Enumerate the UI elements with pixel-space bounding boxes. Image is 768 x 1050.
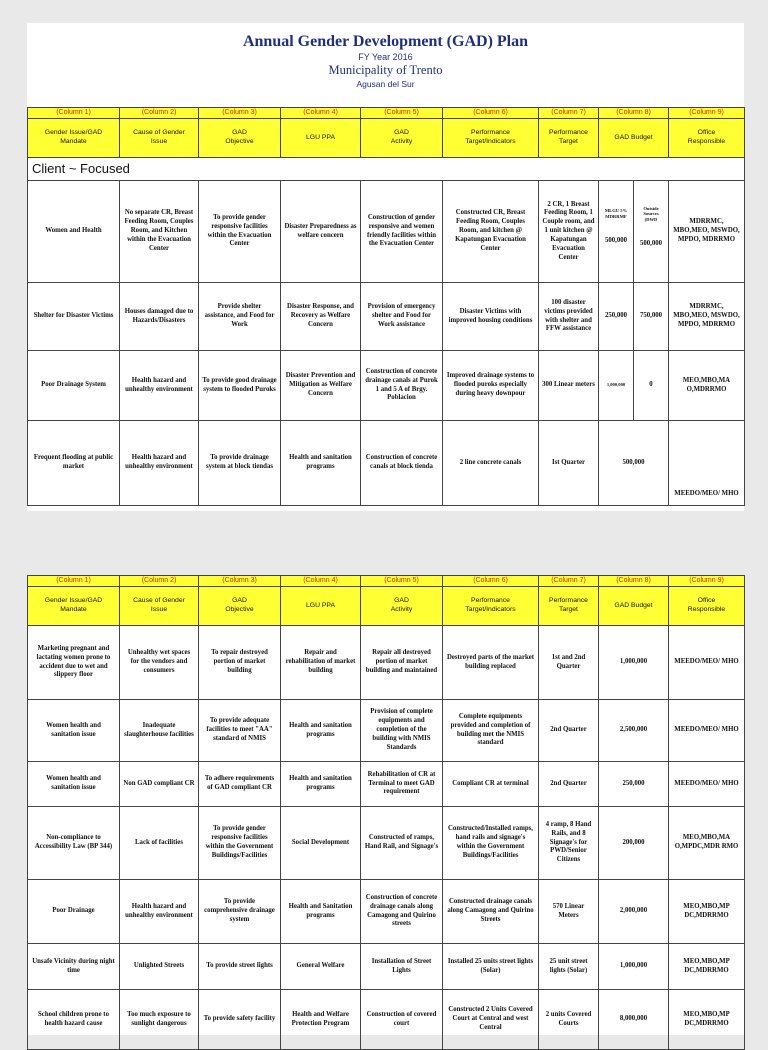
gad-budget-cell: 2,500,000 (599, 700, 669, 762)
office-cell: MDRRMC, MBO,MEO, MSWDO, MPDO, MDRRMO (669, 181, 745, 283)
section-row (28, 158, 745, 181)
cause-cell: Health hazard and unhealthy environment (120, 880, 199, 944)
gender-issue-cell: Women health and sanitation issue (28, 700, 120, 762)
column-header-line: Target/Indicators (465, 138, 516, 145)
column-header (120, 119, 199, 158)
column-header-line: Issue (150, 606, 168, 613)
column-header (669, 587, 745, 626)
budget-value: 0 (649, 381, 653, 389)
indicators-cell: Installed 25 units street lights (Solar) (443, 944, 539, 990)
column-header (539, 119, 599, 158)
gender-issue-cell: Unsafe Vicinity during night time (28, 944, 120, 990)
indicators-cell: Compliant CR at terminal (443, 762, 539, 807)
column-number-row (28, 108, 745, 119)
budget-value: 750,000 (639, 312, 663, 320)
column-header-line: Objective (225, 138, 254, 145)
lgu-ppa-cell: General Welfare (281, 944, 361, 990)
plan-sheet-1 (27, 23, 744, 511)
lgu-ppa-cell: Repair and rehabilitation of market building (281, 626, 361, 700)
column-header (669, 119, 745, 158)
target-cell: 2nd Quarter (539, 762, 599, 807)
objective-cell: To provide drainage system at block tiendas (199, 421, 281, 506)
gender-issue-cell: Poor Drainage System (28, 351, 120, 421)
objective-cell: To provide gender responsive facilities within the Government Buildings/Facilities (199, 807, 281, 880)
column-header-line: Office (697, 129, 716, 137)
objective-cell: Provide shelter assistance, and Food for Work (199, 283, 281, 351)
lgu-ppa-cell: Health and sanitation programs (281, 421, 361, 506)
column-header-line: Performance (549, 129, 588, 137)
office-cell: MEO,MBO,MA O,MPDC,MDR RMO (669, 807, 745, 880)
column-header-row (28, 587, 745, 626)
gad-budget-cell: 500,000 (599, 421, 669, 506)
cause-cell: Lack of facilities (120, 807, 199, 880)
column-number: (Column 8) (599, 108, 669, 119)
column-header-line: Target/Indicators (465, 606, 516, 613)
column-number: (Column 4) (281, 576, 361, 587)
column-number: (Column 1) (28, 576, 120, 587)
column-header (281, 119, 361, 158)
indicators-cell: Constructed CR, Breast Feeding Room, Couples Room, and kitchen @ Kapatungan Evacuation Center (443, 181, 539, 283)
objective-cell: To provide safety facility (199, 990, 281, 1050)
column-header-line: Target (559, 606, 578, 613)
column-number: (Column 8) (599, 576, 669, 587)
cause-cell: Unhealthy wet spaces for the vendors and consumers (120, 626, 199, 700)
indicators-cell: Constructed drainage canals along Camagong and Quirino Streets (443, 880, 539, 944)
table-row (28, 700, 745, 762)
column-header-line: Objective (225, 606, 254, 613)
cause-cell: Non GAD compliant CR (120, 762, 199, 807)
table-row (28, 421, 745, 506)
target-cell: 300 Linear meters (539, 351, 599, 421)
office-cell: MEEDO/MEO/ MHO (669, 762, 745, 807)
column-header (361, 587, 443, 626)
indicators-cell: Disaster Victims with improved housing conditions (443, 283, 539, 351)
activity-cell: Repair all destroyed portion of market building and maintained (361, 626, 443, 700)
column-number: (Column 4) (281, 108, 361, 119)
budget-mlgu-subheader: MLGU 5% MDRRMF (604, 208, 628, 219)
table-row (28, 880, 745, 944)
column-header-line: Gender Issue/GAD (44, 129, 103, 137)
column-number-row (28, 576, 745, 587)
column-number: (Column 7) (539, 576, 599, 587)
budget-mlgu-cell (599, 351, 634, 421)
budget-value: 500,000 (604, 237, 628, 244)
activity-cell: Provision of emergency shelter and Food for Work assistance (361, 283, 443, 351)
table-row (28, 283, 745, 351)
column-header-line: Responsible (687, 606, 726, 613)
office-cell: MEO,MBO,MP DC,MDRRMO (669, 990, 745, 1050)
lgu-ppa-cell: Health and sanitation programs (281, 762, 361, 807)
budget-value: 1,000,000 (606, 382, 626, 388)
column-number: (Column 6) (443, 108, 539, 119)
activity-cell: Construction of covered court (361, 990, 443, 1050)
column-header-line: Cause of Gender (133, 129, 185, 137)
column-number: (Column 2) (120, 108, 199, 119)
budget-value: 250,000 (604, 312, 628, 320)
column-header-line: Activity (390, 138, 413, 145)
cause-cell: Inadequate slaughterhouse facilities (120, 700, 199, 762)
column-header-line: GAD (394, 597, 409, 605)
table-row (28, 351, 745, 421)
column-header (599, 587, 669, 626)
column-header (443, 587, 539, 626)
activity-cell: Installation of Street Lights (361, 944, 443, 990)
target-cell: 4 ramp, 8 Hand Rails, and 8 Signage's for PWD/Senior Citizens (539, 807, 599, 880)
column-header-line: GAD Budget (614, 601, 653, 609)
budget-outside-cell (634, 181, 669, 283)
column-header (599, 119, 669, 158)
column-header-line: Target (559, 138, 578, 145)
indicators-cell: Destroyed parts of the market building replaced (443, 626, 539, 700)
gender-issue-cell: Women and Health (28, 181, 120, 283)
column-header (361, 119, 443, 158)
document-title: Annual Gender Development (GAD) Plan (242, 33, 529, 50)
gender-issue-cell: Marketing pregnant and lactating women prone to accident due to wet and slippery floor (28, 626, 120, 700)
indicators-cell: 2 line concrete canals (443, 421, 539, 506)
plan-sheet-2 (27, 575, 744, 1035)
column-header-line: Performance (471, 129, 510, 137)
column-header (199, 587, 281, 626)
target-cell: 25 unit street lights (Solar) (539, 944, 599, 990)
objective-cell: To repair destroyed portion of market building (199, 626, 281, 700)
objective-cell: To provide adequate facilities to meet "AA" standard of NMIS (199, 700, 281, 762)
fiscal-year: FY Year 2016 (358, 52, 413, 62)
lgu-ppa-cell: Disaster Prevention and Mitigation as Welfare Concern (281, 351, 361, 421)
indicators-cell: Improved drainage systems to flooded puroks especially during heavy downpour (443, 351, 539, 421)
gender-issue-cell: School children prone to health hazard cause (28, 990, 120, 1050)
gad-plan-table-2 (27, 575, 745, 1050)
table-row (28, 762, 745, 807)
column-header (28, 119, 120, 158)
office-cell: MEEDO/MEO/ MHO (669, 626, 745, 700)
indicators-cell: Constructed 2 Units Covered Court at Central and west Central (443, 990, 539, 1050)
budget-outside-cell (634, 351, 669, 421)
column-header (539, 587, 599, 626)
gad-budget-cell: 250,000 (599, 762, 669, 807)
lgu-ppa-cell: Health and Sanitation programs (281, 880, 361, 944)
column-header-line: Responsible (687, 138, 726, 145)
budget-mlgu-cell (599, 283, 634, 351)
column-header (120, 587, 199, 626)
column-header-row (28, 119, 745, 158)
target-cell: 2 units Covered Courts (539, 990, 599, 1050)
activity-cell: Rehabilitation of CR at Terminal to meet GAD requirement (361, 762, 443, 807)
column-header (28, 587, 120, 626)
indicators-cell: Constructed/Installed ramps, hand rails and signage's within the Government Buildings/Facilities (443, 807, 539, 880)
lgu-ppa-cell: Health and sanitation programs (281, 700, 361, 762)
gender-issue-cell: Shelter for Disaster Victims (28, 283, 120, 351)
gender-issue-cell: Non-compliance to Accessibility Law (BP 344) (28, 807, 120, 880)
gad-budget-cell: 1,000,000 (599, 944, 669, 990)
objective-cell: To provide comprehensive drainage system (199, 880, 281, 944)
column-header-line: Mandate (60, 138, 87, 145)
activity-cell: Construction of concrete drainage canals along Camagong and Quirino streets (361, 880, 443, 944)
column-number: (Column 1) (28, 108, 120, 119)
table-row (28, 181, 745, 283)
column-number: (Column 9) (669, 108, 745, 119)
activity-cell: Construction of gender responsive and women friendly facilities within the Evacuation Center (361, 181, 443, 283)
province: Agusan del Sur (356, 79, 415, 89)
table-row (28, 626, 745, 700)
budget-mlgu-cell (599, 181, 634, 283)
cause-cell: Health hazard and unhealthy environment (120, 421, 199, 506)
cause-cell: Unlighted Streets (120, 944, 199, 990)
column-header-line: GAD (232, 597, 247, 605)
objective-cell: To provide gender responsive facilities within the Evacuation Center (199, 181, 281, 283)
column-header-line: GAD (394, 129, 409, 137)
column-header (199, 119, 281, 158)
budget-value: 500,000 (639, 239, 663, 247)
column-number: (Column 9) (669, 576, 745, 587)
column-header-line: GAD (232, 129, 247, 137)
gad-plan-table-1 (27, 107, 745, 506)
activity-cell: Constructed of ramps, Hand Rail, and Signage's (361, 807, 443, 880)
target-cell: 1st and 2nd Quarter (539, 626, 599, 700)
indicators-cell: Complete equipments provided and completion of building met the NMIS standard (443, 700, 539, 762)
target-cell: 2 CR, 1 Breast Feeding Room, 1 Couple room, and 1 unit kitchen @ Kapatungan Evacuation Center (539, 181, 599, 283)
gad-budget-cell: 200,000 (599, 807, 669, 880)
lgu-ppa-cell: Health and Welfare Protection Program (281, 990, 361, 1050)
gender-issue-cell: Women health and sanitation issue (28, 762, 120, 807)
cause-cell: Too much exposure to sunlight dangerous (120, 990, 199, 1050)
section-label: Client ~ Focused (28, 158, 745, 181)
column-number: (Column 2) (120, 576, 199, 587)
office-cell: MEEDO/MEO/ MHO (669, 421, 745, 506)
office-cell: MEEDO/MEO/ MHO (669, 700, 745, 762)
column-header (281, 587, 361, 626)
objective-cell: To adhere requirements of GAD compliant CR (199, 762, 281, 807)
target-cell: Ist Quarter (539, 421, 599, 506)
gender-issue-cell: Poor Drainage (28, 880, 120, 944)
activity-cell: Provision of complete equipments and completion of the building with NMIS Standards (361, 700, 443, 762)
column-header-line: GAD Budget (614, 133, 653, 141)
target-cell: 2nd Quarter (539, 700, 599, 762)
table-row (28, 944, 745, 990)
objective-cell: To provide street lights (199, 944, 281, 990)
cause-cell: Health hazard and unhealthy environment (120, 351, 199, 421)
gender-issue-cell: Frequent flooding at public market (28, 421, 120, 506)
column-header-line: Performance (471, 597, 510, 605)
column-header-line: Office (697, 597, 716, 605)
column-header-line: Activity (390, 606, 413, 613)
column-header-line: Cause of Gender (133, 597, 185, 605)
column-header-line: LGU PPA (306, 601, 335, 609)
column-header-line: Performance (549, 597, 588, 605)
column-header-line: Gender Issue/GAD (44, 597, 103, 605)
gad-budget-cell: 8,000,000 (599, 990, 669, 1050)
lgu-ppa-cell: Disaster Preparedness as welfare concern (281, 181, 361, 283)
document-header (27, 23, 744, 107)
activity-cell: Construction of concrete drainage canals at Purok 1 and 5 A of Brgy. Poblacion (361, 351, 443, 421)
activity-cell: Construction of concrete canals at block tienda (361, 421, 443, 506)
office-cell: MEO,MBO,MA O,MDRRMO (669, 351, 745, 421)
gad-budget-cell: 2,000,000 (599, 880, 669, 944)
office-cell: MEO,MBO,MP DC,MDRRMO (669, 944, 745, 990)
column-header (443, 119, 539, 158)
column-number: (Column 3) (199, 108, 281, 119)
gad-budget-cell: 1,000,000 (599, 626, 669, 700)
column-number: (Column 5) (361, 576, 443, 587)
column-number: (Column 3) (199, 576, 281, 587)
column-header-line: Issue (150, 138, 168, 145)
office-cell: MDRRMC, MBO,MEO, MSWDO, MPDO, MDRRMO (669, 283, 745, 351)
budget-outside-cell (634, 283, 669, 351)
municipality: Municipality of Trento (328, 63, 443, 77)
column-number: (Column 7) (539, 108, 599, 119)
column-header-line: LGU PPA (306, 133, 335, 141)
table-row (28, 990, 745, 1050)
budget-outside-subheader: Outside Sources (DWD (643, 205, 659, 222)
cause-cell: No separate CR, Breast Feeding Room, Couples Room, and Kitchen within the Evacuation Center (120, 181, 199, 283)
column-number: (Column 5) (361, 108, 443, 119)
column-header-line: Mandate (60, 606, 87, 613)
office-cell: MEO,MBO,MP DC,MDRRMO (669, 880, 745, 944)
target-cell: 570 Linear Meters (539, 880, 599, 944)
table-row (28, 807, 745, 880)
column-number: (Column 6) (443, 576, 539, 587)
cause-cell: Houses damaged due to Hazards/Disasters (120, 283, 199, 351)
objective-cell: To provide good drainage system to flooded Puroks (199, 351, 281, 421)
lgu-ppa-cell: Social Development (281, 807, 361, 880)
target-cell: 100 disaster victims provided with shelter and FFW assistance (539, 283, 599, 351)
lgu-ppa-cell: Disaster Response, and Recovery as Welfare Concern (281, 283, 361, 351)
